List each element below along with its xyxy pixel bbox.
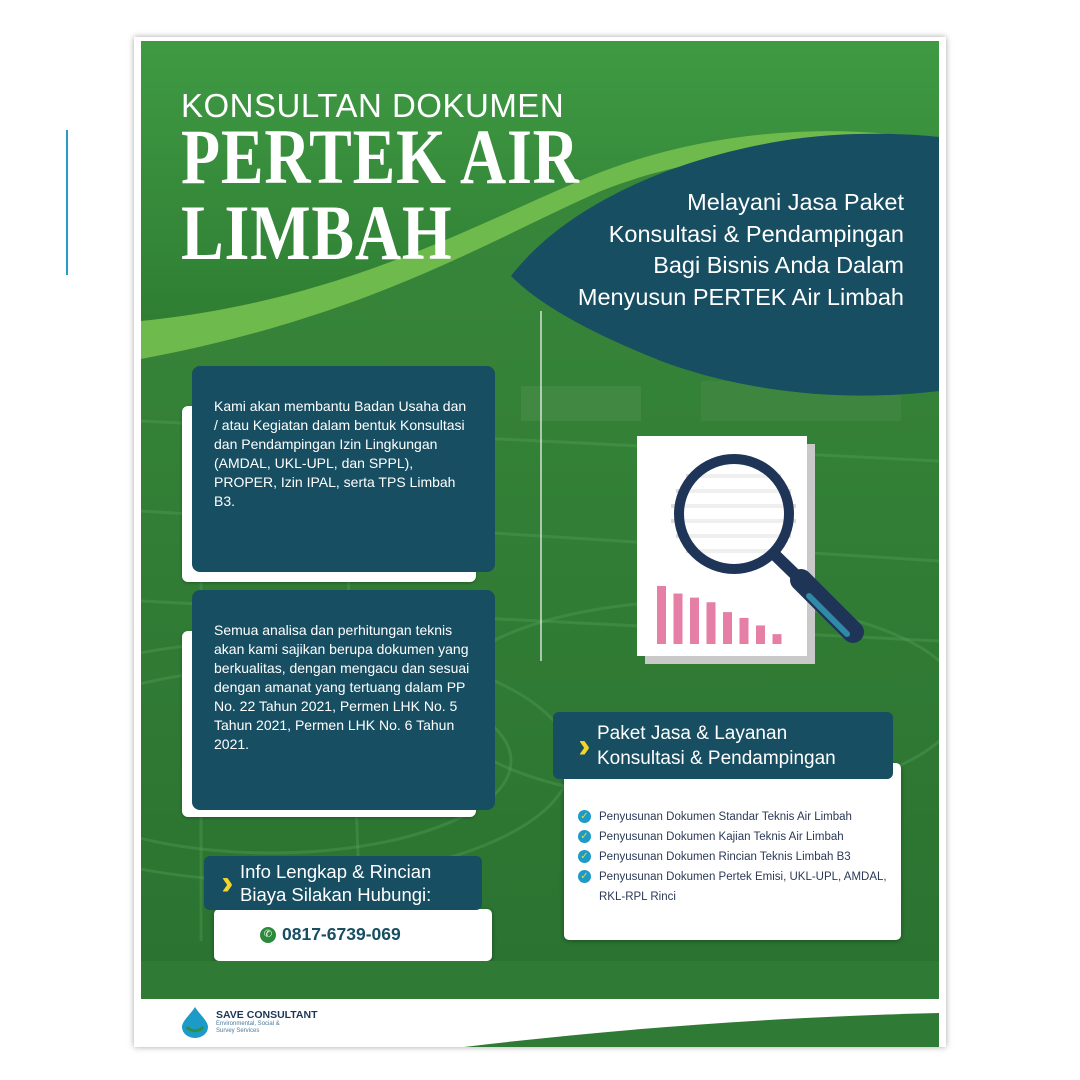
list-item: ✓ Penyusunan Dokumen Kajian Teknis Air Limbah bbox=[578, 827, 896, 847]
header-line-1: KONSULTAN DOKUMEN bbox=[181, 87, 565, 124]
header-title bbox=[181, 113, 580, 276]
tagline bbox=[544, 187, 904, 313]
check-icon: ✓ bbox=[578, 850, 591, 863]
tagline-line: Bagi Bisnis Anda Dalam bbox=[653, 252, 904, 278]
phone-link[interactable] bbox=[260, 924, 401, 945]
illustration-bar bbox=[773, 634, 782, 644]
tagline-line: Melayani Jasa Paket bbox=[687, 189, 904, 215]
services-panel bbox=[564, 763, 901, 940]
logo-name: SAVE CONSULTANT bbox=[216, 1009, 318, 1021]
illustration-bar bbox=[657, 586, 666, 644]
poster bbox=[134, 37, 946, 1047]
contact-label bbox=[204, 856, 482, 910]
info-card-1-text: Kami akan membantu Badan Usaha dan / atau Kegiatan dalam bentuk Konsultasi dan Pendampingan Izin Lingkungan (AMDAL, UKL-UPL, dan SPPL), PROPER, Izin IPAL, serta TPS Limbah B3. bbox=[214, 398, 467, 509]
illustration-bar bbox=[690, 598, 699, 644]
whatsapp-icon: ✆ bbox=[260, 927, 276, 943]
illustration-bar bbox=[756, 625, 765, 644]
illustration-bar bbox=[723, 612, 732, 644]
list-item: ✓ Penyusunan Dokumen Standar Teknis Air Limbah bbox=[578, 807, 896, 827]
services-list bbox=[578, 807, 896, 907]
services-label bbox=[553, 712, 893, 779]
water-drop-logo-icon bbox=[178, 1005, 212, 1039]
check-icon: ✓ bbox=[578, 810, 591, 823]
logo-subtitle: Environmental, Social & Survey Services bbox=[216, 1021, 280, 1034]
list-item: ✓ Penyusunan Dokumen Rincian Teknis Limbah B3 bbox=[578, 847, 896, 867]
check-icon: ✓ bbox=[578, 870, 591, 883]
illustration-bar bbox=[707, 602, 716, 644]
illustration-bar bbox=[740, 618, 749, 644]
footer-band bbox=[141, 961, 939, 999]
list-item: ✓ Penyusunan Dokumen Pertek Emisi, UKL-UPL, AMDAL, RKL-RPL Rinci bbox=[578, 867, 896, 907]
company-logo bbox=[178, 1005, 318, 1039]
phone-number: 0817-6739-069 bbox=[282, 924, 401, 944]
header-line-3: LIMBAH bbox=[181, 189, 453, 276]
illustration-bar bbox=[674, 594, 683, 644]
services-title-line-2: Konsultasi & Pendampingan bbox=[597, 747, 836, 769]
tagline-line: Konsultasi & Pendampingan bbox=[608, 220, 904, 247]
info-card-2 bbox=[192, 590, 495, 810]
contact-label-line-1: Info Lengkap & Rincian bbox=[240, 861, 432, 882]
tagline-line: Menyusun PERTEK Air Limbah bbox=[577, 283, 904, 310]
side-accent-line bbox=[66, 130, 68, 275]
info-card-2-text: Semua analisa dan perhitungan teknis akan kami sajikan berupa dokumen yang berkualitas, dengan mengacu dan sesuai dengan amanat yang tertuang dalam PP No. 22 Tahun 2021, Permen LHK No. 5 Tahun 2021, Permen LHK No. 6 Tahun 2021. bbox=[214, 622, 470, 752]
contact-label-line-2: Biaya Silakan Hubungi: bbox=[240, 884, 432, 905]
magnifier-document-icon bbox=[631, 436, 871, 671]
check-icon: ✓ bbox=[578, 830, 591, 843]
poster-art bbox=[141, 41, 939, 999]
services-title-line-1: Paket Jasa & Layanan bbox=[597, 722, 788, 744]
info-card-1 bbox=[192, 366, 495, 572]
header-line-2: PERTEK AIR bbox=[181, 113, 580, 200]
